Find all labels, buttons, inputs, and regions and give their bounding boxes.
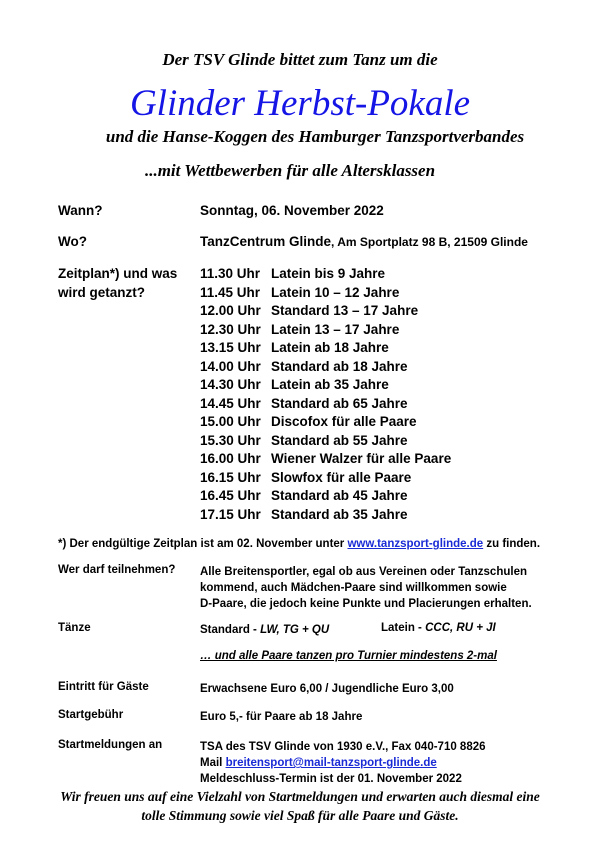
intro-line-3: ...mit Wettbewerben für alle Altersklassen — [144, 161, 436, 180]
schedule-event: Standard ab 45 Jahre — [271, 488, 408, 503]
startgebuehr-label: Startgebühr — [58, 709, 124, 721]
startgebuehr-value: Euro 5,- für Paare ab 18 Jahre — [200, 711, 363, 723]
closing-line: Wir freuen uns auf eine Vielzahl von Startmeldungen und erwarten auch diesmal eine — [60, 789, 540, 804]
closing-text — [0, 787, 600, 825]
schedule-time: 11.45 Uhr — [200, 284, 261, 300]
schedule-row — [200, 395, 451, 414]
schedule-event: Latein 13 – 17 Jahre — [271, 321, 400, 337]
standard-prefix: Standard - — [200, 624, 261, 636]
schedule-event: Standard ab 18 Jahre — [271, 358, 408, 374]
schedule-row — [200, 339, 451, 358]
schedule-event: Standard ab 65 Jahre — [271, 395, 408, 411]
closing-line: tolle Stimmung sowie viel Spaß für alle Paare und Gäste. — [141, 808, 459, 823]
wann-label: Wann? — [58, 203, 103, 218]
schedule-event: Latein ab 35 Jahre — [271, 377, 389, 392]
page-title: Glinder Herbst-Pokale — [129, 83, 471, 124]
schedule-time: 15.30 Uhr — [200, 432, 261, 448]
schedule-row — [200, 469, 451, 488]
schedule-event: Latein 10 – 12 Jahre — [271, 284, 400, 300]
schedule-event: Discofox für alle Paare — [271, 414, 417, 429]
zeitplan-label: Zeitplan*) und was wird getanzt? — [58, 266, 178, 300]
schedule-time: 12.00 Uhr — [200, 303, 261, 318]
schedule-row — [200, 284, 451, 303]
latein-prefix: Latein - — [381, 622, 426, 634]
wann-value: Sonntag, 06. November 2022 — [200, 203, 384, 218]
taenze-latein — [381, 622, 496, 634]
schedule-row — [200, 302, 451, 321]
venue-name: TanzCentrum Glinde — [200, 234, 332, 249]
schedule-row — [200, 413, 451, 432]
schedule-event: Standard 13 – 17 Jahre — [271, 303, 419, 318]
schedule-time: 13.15 Uhr — [200, 340, 261, 355]
startmeldungen-line: TSA des TSV Glinde von 1930 e.V., Fax 040-710 8826 — [200, 741, 486, 753]
schedule-row — [200, 376, 451, 395]
teilnehmen-line: Alle Breitensportler, egal ob aus Vereinen oder Tanzschulen — [200, 566, 527, 578]
footnote — [58, 538, 540, 550]
eintritt-label: Eintritt für Gäste — [58, 681, 149, 693]
schedule-time: 16.00 Uhr — [200, 451, 261, 466]
schedule-time: 17.15 Uhr — [200, 506, 261, 522]
schedule-row — [200, 432, 451, 451]
startmeldungen-mail-line — [200, 755, 486, 771]
footnote-text-after: zu finden. — [483, 538, 541, 550]
schedule-time: 14.45 Uhr — [200, 395, 261, 411]
taenze-note: … und alle Paare tanzen pro Turnier mindestens 2-mal — [200, 650, 497, 662]
schedule-time: 16.15 Uhr — [200, 469, 261, 485]
schedule-time: 14.30 Uhr — [200, 377, 261, 392]
footnote-text-before: *) Der endgültige Zeitplan ist am 02. November unter — [58, 538, 348, 550]
taenze-standard — [200, 622, 329, 638]
teilnehmen-label: Wer darf teilnehmen? — [58, 564, 176, 576]
intro-line-2: und die Hanse-Koggen des Hamburger Tanzsportverbandes — [105, 127, 525, 146]
schedule-row — [200, 321, 451, 340]
teilnehmen-line: D-Paare, die jedoch keine Punkte und Placierungen erhalten. — [200, 598, 532, 610]
schedule-event: Standard ab 35 Jahre — [271, 506, 408, 522]
intro-line-1: Der TSV Glinde bittet zum Tanz um die — [162, 50, 438, 69]
schedule-row — [200, 487, 451, 506]
schedule-time: 16.45 Uhr — [200, 488, 261, 503]
schedule-time: 15.00 Uhr — [200, 414, 261, 429]
wo-value — [200, 234, 528, 249]
venue-address: , Am Sportplatz 98 B, 21509 Glinde — [331, 235, 528, 249]
standard-dances: LW, TG + QU — [260, 624, 330, 636]
mail-prefix: Mail — [200, 757, 226, 769]
schedule-time: 11.30 Uhr — [200, 266, 261, 281]
schedule-row — [200, 506, 451, 525]
wo-label: Wo? — [58, 234, 87, 249]
schedule-event: Standard ab 55 Jahre — [271, 432, 408, 448]
taenze-label: Tänze — [58, 622, 91, 634]
latein-dances: CCC, RU + JI — [425, 622, 496, 634]
schedule-row — [200, 358, 451, 377]
schedule-event: Wiener Walzer für alle Paare — [271, 451, 452, 466]
schedule-time: 14.00 Uhr — [200, 358, 261, 374]
teilnehmen-line: kommend, auch Mädchen-Paare sind willkommen sowie — [200, 582, 507, 594]
email-link[interactable]: breitensport@mail-tanzsport-glinde.de — [225, 757, 437, 769]
startmeldungen-label: Startmeldungen an — [58, 739, 163, 751]
schedule-event: Latein bis 9 Jahre — [271, 266, 386, 281]
schedule-event: Slowfox für alle Paare — [271, 469, 412, 485]
schedule-time: 12.30 Uhr — [200, 321, 261, 337]
schedule-row — [200, 450, 451, 469]
schedule-row — [200, 265, 451, 284]
schedule-event: Latein ab 18 Jahre — [271, 340, 389, 355]
eintritt-value: Erwachsene Euro 6,00 / Jugendliche Euro 3,00 — [200, 683, 454, 695]
schedule-list — [200, 265, 451, 524]
startmeldungen-line: Meldeschluss-Termin ist der 01. November 2022 — [200, 773, 462, 785]
teilnehmen-value — [200, 564, 550, 612]
startmeldungen-value — [200, 739, 486, 787]
website-link[interactable]: www.tanzsport-glinde.de — [347, 538, 484, 550]
